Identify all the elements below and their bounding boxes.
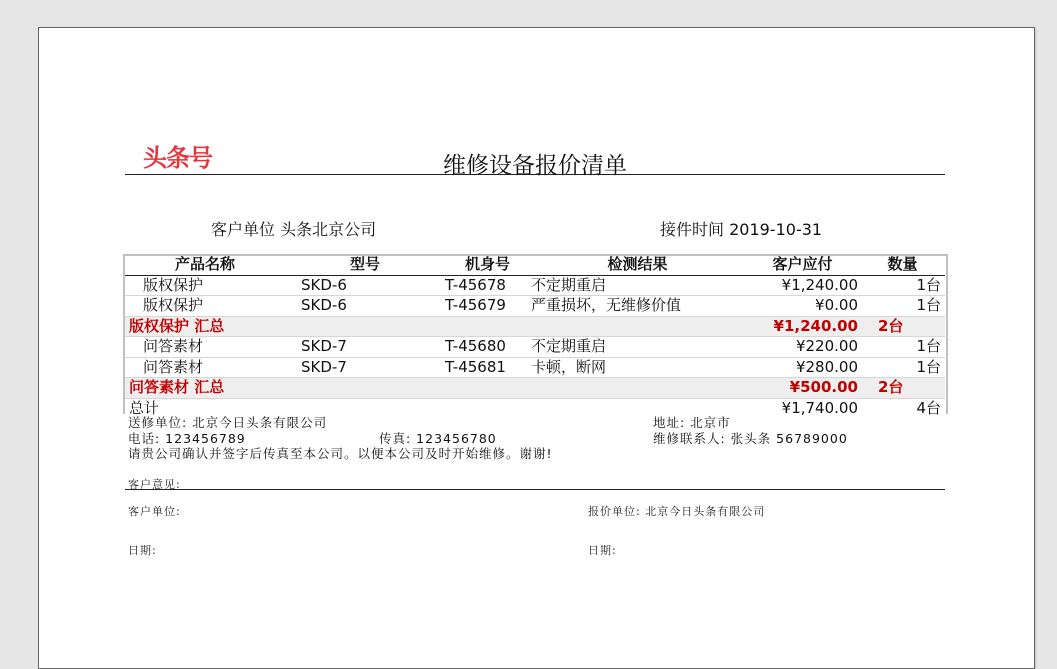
cell-model: SKD-7 bbox=[285, 357, 445, 378]
cell-amount: ¥0.00 bbox=[745, 296, 860, 317]
cell-result: 卡顿，断网 bbox=[530, 357, 745, 378]
header-product-name: 产品名称 bbox=[125, 255, 285, 275]
date-right-label: 日期: bbox=[588, 544, 617, 557]
total-amount: ¥1,740.00 bbox=[781, 398, 858, 417]
cell-serial: T-45678 bbox=[445, 275, 530, 296]
toutiao-logo: 头条号 bbox=[143, 144, 212, 172]
cell-name: 问答素材 bbox=[125, 337, 285, 358]
send-unit-text: 送修单位: 北京今日头条有限公司 bbox=[128, 415, 328, 430]
subtotal-amount: ¥1,240.00 bbox=[745, 316, 860, 337]
table-header-row bbox=[125, 255, 945, 275]
table-row bbox=[125, 357, 945, 378]
cell-amount: ¥220.00 bbox=[745, 337, 860, 358]
fax-text: 传真: 123456780 bbox=[379, 431, 497, 446]
header-result: 检测结果 bbox=[530, 255, 745, 275]
subtotal-quantity: 2台 bbox=[860, 378, 945, 399]
title-divider bbox=[125, 174, 945, 175]
table-row bbox=[125, 337, 945, 358]
quote-table bbox=[125, 255, 945, 418]
cell-quantity: 1台 bbox=[860, 337, 945, 358]
address-text: 地址: 北京市 bbox=[653, 415, 731, 430]
subtotal-quantity: 2台 bbox=[860, 316, 945, 337]
cell-model: SKD-7 bbox=[285, 337, 445, 358]
customer-unit-info: 客户单位 头条北京公司 bbox=[211, 220, 377, 239]
opinion-divider bbox=[125, 489, 945, 490]
date-left-label: 日期: bbox=[128, 544, 157, 557]
cell-quantity: 1台 bbox=[860, 296, 945, 317]
cell-name: 版权保护 bbox=[125, 296, 285, 317]
total-label: 总计 bbox=[129, 398, 160, 417]
phone-text: 电话: 123456789 bbox=[128, 431, 246, 446]
cell-amount: ¥1,240.00 bbox=[745, 275, 860, 296]
table-row bbox=[125, 296, 945, 317]
quote-unit-label: 报价单位: 北京今日头条有限公司 bbox=[588, 505, 766, 518]
subtotal-label: 版权保护 汇总 bbox=[125, 316, 745, 337]
header-amount: 客户应付 bbox=[745, 255, 860, 275]
cell-quantity: 1台 bbox=[860, 357, 945, 378]
subtotal-row bbox=[125, 378, 945, 399]
cell-result: 严重损坏，无维修价值 bbox=[530, 296, 745, 317]
cell-result: 不定期重启 bbox=[530, 275, 745, 296]
cell-serial: T-45681 bbox=[445, 357, 530, 378]
header-serial: 机身号 bbox=[445, 255, 530, 275]
notice-text: 请贵公司确认并签字后传真至本公司。以便本公司及时开始维修。谢谢! bbox=[128, 446, 553, 461]
subtotal-amount: ¥500.00 bbox=[745, 378, 860, 399]
cell-model: SKD-6 bbox=[285, 275, 445, 296]
cell-result: 不定期重启 bbox=[530, 337, 745, 358]
subtotal-row bbox=[125, 316, 945, 337]
subtotal-label: 问答素材 汇总 bbox=[125, 378, 745, 399]
received-time-info: 接件时间 2019-10-31 bbox=[660, 220, 823, 239]
table-row bbox=[125, 275, 945, 296]
cell-amount: ¥280.00 bbox=[745, 357, 860, 378]
contact-text: 维修联系人: 张头条 56789000 bbox=[653, 431, 848, 446]
cell-serial: T-45680 bbox=[445, 337, 530, 358]
customer-opinion-label: 客户意见: bbox=[128, 478, 181, 491]
header-quantity: 数量 bbox=[860, 255, 945, 275]
cell-name: 版权保护 bbox=[125, 275, 285, 296]
cell-name: 问答素材 bbox=[125, 357, 285, 378]
cell-model: SKD-6 bbox=[285, 296, 445, 317]
cell-serial: T-45679 bbox=[445, 296, 530, 317]
customer-unit-sign-label: 客户单位: bbox=[128, 505, 181, 518]
total-quantity: 4台 bbox=[916, 398, 941, 417]
page-title: 维修设备报价清单 bbox=[443, 153, 627, 179]
cell-quantity: 1台 bbox=[860, 275, 945, 296]
document-page bbox=[38, 27, 1035, 669]
header-model: 型号 bbox=[285, 255, 445, 275]
